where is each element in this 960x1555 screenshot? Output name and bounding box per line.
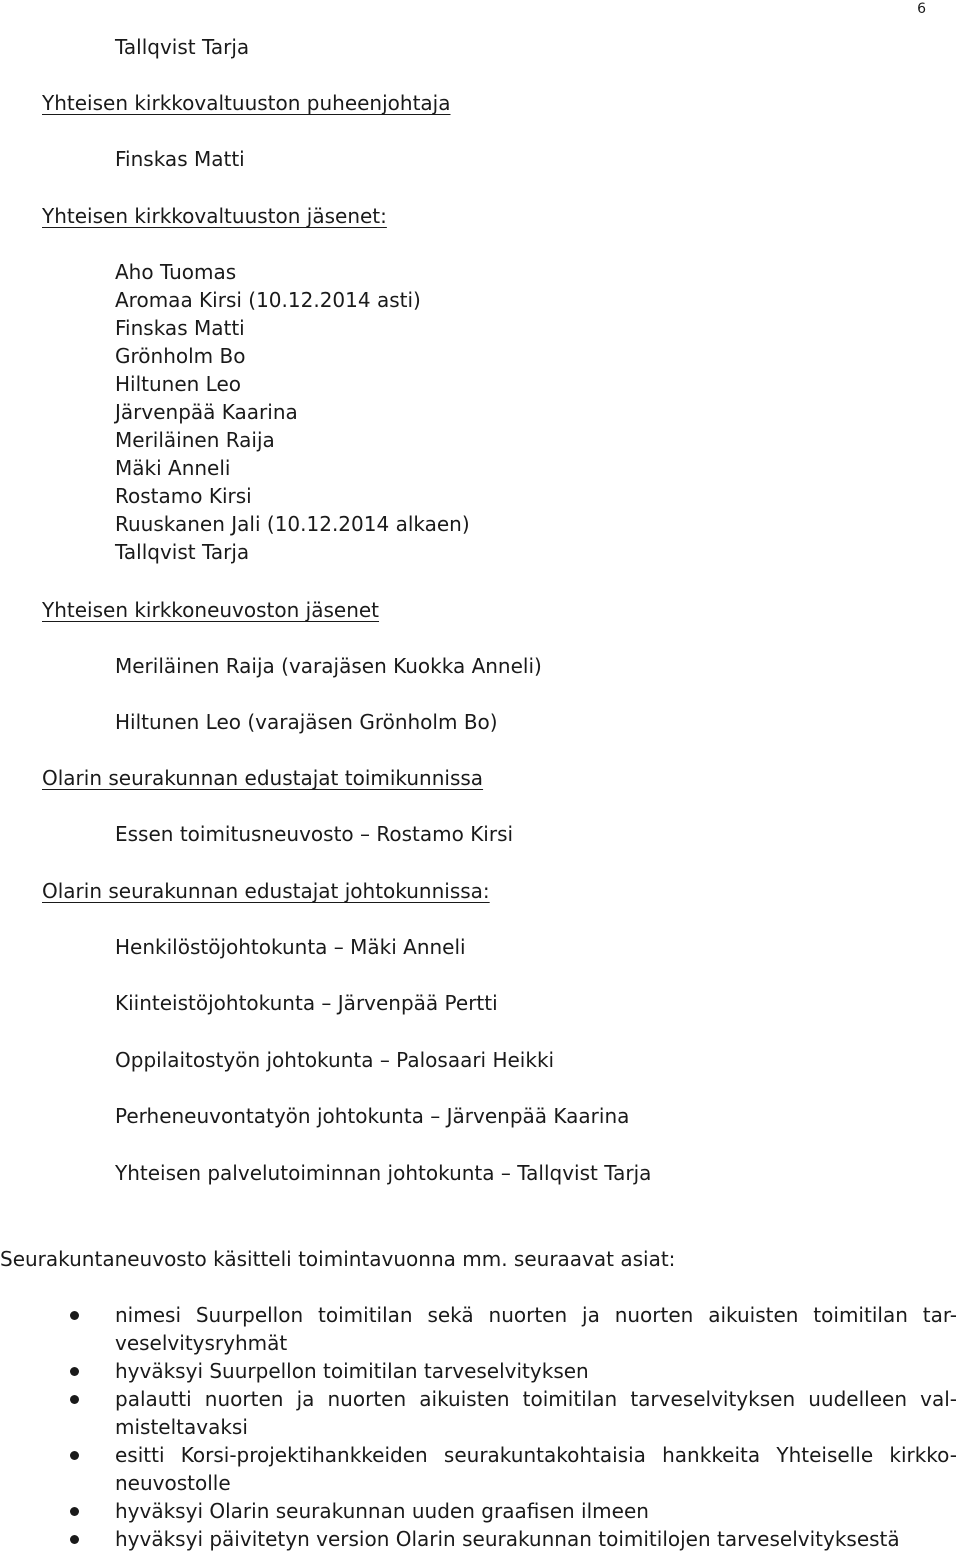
- top-name: Tallqvist Tarja: [115, 35, 250, 59]
- bullet-icon: [70, 1311, 79, 1320]
- bullet-icon: [70, 1535, 79, 1544]
- member-name: Aho Tuomas: [115, 260, 237, 284]
- council-member: Hiltunen Leo (varajäsen Grönholm Bo): [115, 710, 498, 734]
- member-name: Mäki Anneli: [115, 456, 231, 480]
- board-item: Kiinteistöjohtokunta – Järvenpää Pertti: [115, 991, 498, 1015]
- member-name: Tallqvist Tarja: [115, 540, 250, 564]
- member-name: Finskas Matti: [115, 316, 245, 340]
- member-name: Aromaa Kirsi (10.12.2014 asti): [115, 288, 421, 312]
- bullet-icon: [70, 1507, 79, 1516]
- list-item-line: palautti nuorten ja nuorten aikuisten toimitilan tarveselvityksen uudelleen val-: [115, 1387, 957, 1411]
- member-name: Järvenpää Kaarina: [115, 400, 298, 424]
- list-item-line: misteltavaksi: [115, 1415, 248, 1439]
- list-item: [115, 1357, 957, 1385]
- list-item-line: esitti Korsi-projektihankkeiden seurakuntakohtaisia hankkeita Yhteiselle kirkko-: [115, 1443, 957, 1467]
- council-heading: Yhteisen kirkkoneuvoston jäsenet: [42, 598, 380, 622]
- list-item-line: neuvostolle: [115, 1471, 231, 1495]
- board-item: Perheneuvontatyön johtokunta – Järvenpää Kaarina: [115, 1104, 630, 1128]
- bullet-icon: [70, 1451, 79, 1460]
- bullet-icon: [70, 1367, 79, 1376]
- member-name: Ruuskanen Jali (10.12.2014 alkaen): [115, 512, 470, 536]
- summary-intro: Seurakuntaneuvosto käsitteli toimintavuonna mm. seuraavat asiat:: [0, 1247, 676, 1271]
- members-heading: Yhteisen kirkkovaltuuston jäsenet:: [42, 204, 387, 228]
- page-number: 6: [917, 1, 926, 17]
- member-name: Meriläinen Raija: [115, 428, 275, 452]
- boards-heading: Olarin seurakunnan edustajat johtokunnissa:: [42, 879, 490, 903]
- council-member: Meriläinen Raija (varajäsen Kuokka Anneli): [115, 654, 542, 678]
- bullet-icon: [70, 1395, 79, 1404]
- board-item: Henkilöstöjohtokunta – Mäki Anneli: [115, 935, 466, 959]
- board-item: Yhteisen palvelutoiminnan johtokunta – Tallqvist Tarja: [115, 1161, 652, 1185]
- list-item: [115, 1497, 957, 1525]
- member-name: Rostamo Kirsi: [115, 484, 252, 508]
- member-name: Grönholm Bo: [115, 344, 246, 368]
- list-item-line: hyväksyi päivitetyn version Olarin seurakunnan toimitilojen tarveselvityksestä: [115, 1527, 900, 1551]
- list-item: [115, 1301, 957, 1357]
- committee-item: Essen toimitusneuvosto – Rostamo Kirsi: [115, 822, 514, 846]
- list-item-line: nimesi Suurpellon toimitilan sekä nuorten ja nuorten aikuisten toimitilan tar-: [115, 1303, 957, 1327]
- list-item-line: hyväksyi Olarin seurakunnan uuden graafisen ilmeen: [115, 1499, 649, 1523]
- list-item: [115, 1441, 957, 1497]
- chair-heading: Yhteisen kirkkovaltuuston puheenjohtaja: [42, 91, 451, 115]
- list-item-line: hyväksyi Suurpellon toimitilan tarveselvityksen: [115, 1359, 589, 1383]
- committee-heading: Olarin seurakunnan edustajat toimikunnissa: [42, 766, 484, 790]
- board-item: Oppilaitostyön johtokunta – Palosaari Heikki: [115, 1048, 555, 1072]
- member-name: Hiltunen Leo: [115, 372, 242, 396]
- list-item: [115, 1525, 957, 1553]
- list-item-line: veselvitysryhmät: [115, 1331, 288, 1355]
- chair-name: Finskas Matti: [115, 147, 245, 171]
- list-item: [115, 1385, 957, 1441]
